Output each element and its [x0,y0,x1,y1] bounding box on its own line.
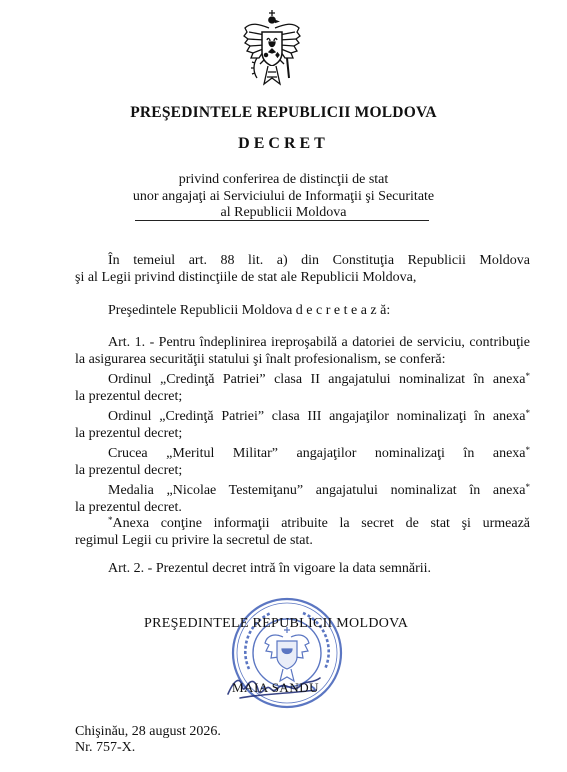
subject-line: privind conferirea de distincţii de stat [178,172,389,187]
coat-of-arms-icon [241,8,303,90]
article-1-line: la asigurarea securităţii statului şi înalt profesionalism, se conferă: [75,351,446,367]
award-line: Medalia „Nicolae Testemiţanu” angajatului nominalizat în anexa* [108,482,530,498]
footnote-mark: * [525,445,530,455]
decree-subject [0,172,567,222]
award-line: Crucea „Meritul Militar” angajaţilor nominalizaţi în anexa* [108,445,530,461]
footnote-mark: * [525,482,530,492]
decree-formula-line: Preşedintele Republicii Moldova d e c r e t e a z ă: [108,303,391,318]
footnote-mark: * [525,371,530,381]
subject-line: unor angajaţi ai Serviciului de Informaţii şi Securitate [132,188,435,204]
document-footer [75,724,221,756]
preamble-line: În temeiul art. 88 lit. a) din Constituţia Republicii Moldova [108,253,530,268]
article-2 [75,561,530,578]
signatory-title: PREŞEDINTELE REPUBLICII MOLDOVA [144,616,409,631]
document-issuer: PREŞEDINTELE REPUBLICII MOLDOVA [130,104,437,121]
subject-line: al Republicii Moldova [220,205,347,220]
award-line: la prezentul decret; [75,425,183,441]
award-line: Ordinul „Credinţă Patriei” clasa II angajatului nominalizat în anexa* [108,371,530,387]
award-line: Ordinul „Credinţă Patriei” clasa III angajaţilor nominalizaţi în anexa* [108,408,530,424]
article-2-line: Art. 2. - Prezentul decret intră în vigoare la data semnării. [108,561,432,576]
annex-note-line: regimul Legii cu privire la secretul de stat. [75,532,313,548]
subject-underline [135,220,429,221]
preamble-line: şi al Legii privind distincţiile de stat ale Republicii Moldova, [75,269,417,285]
decree-formula [75,303,530,320]
annex-note-line: *Anexa conţine informaţii atribuite la secret de stat şi urmează [108,515,530,531]
document-type: DECRET [238,135,329,152]
preamble [75,253,530,286]
decree-number: Nr. 757-X. [75,740,136,755]
footnote-mark: * [525,408,530,418]
footnote-mark: * [108,515,113,525]
annex-note [75,512,530,549]
award-line: la prezentul decret. [75,499,182,515]
signatory-name: MAIA SANDU [232,680,319,695]
article-1 [75,335,530,516]
award-line: la prezentul decret; [75,462,183,478]
award-line: la prezentul decret; [75,388,183,404]
place-and-date: Chişinău, 28 august 2026. [75,724,221,739]
article-1-line: Art. 1. - Pentru îndeplinirea ireproşabilă a datoriei de serviciu, contribuţie [108,335,530,350]
